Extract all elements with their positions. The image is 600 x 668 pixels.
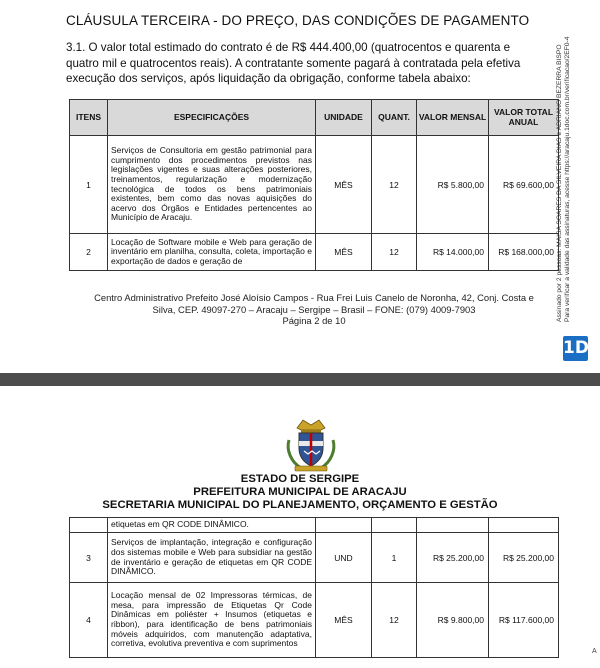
- item-unit: MÊS: [316, 136, 372, 234]
- state-title: ESTADO DE SERGIPE: [240, 473, 360, 485]
- item-specification: Serviços de implantação, integração e configuração dos sistemas mobile e Web para subsidiar na gestão de inventário e geração de etiquetas em QR CODE DINÂMICO.: [108, 533, 316, 583]
- header-valor-total-anual: VALOR TOTAL ANUAL: [489, 100, 559, 136]
- item-annual-value: R$ 25.200,00: [489, 533, 559, 583]
- header-especificacoes: ESPECIFICAÇÕES: [108, 100, 316, 136]
- item-quantity: 12: [372, 234, 417, 271]
- item-quantity: 12: [372, 136, 417, 234]
- header-itens: ITENS: [70, 100, 108, 136]
- header-quant: QUANT.: [372, 100, 417, 136]
- item-quantity: 1: [372, 533, 417, 583]
- coat-of-arms-icon: [283, 416, 339, 472]
- table-row: [70, 533, 559, 583]
- item-monthly-value: R$ 9.800,00: [417, 583, 489, 658]
- signature-notice: Assinado por 2 pessoas: MAISA SOARES DA SILVEIRA DIAS e ADRIANO BEZERRA BISPO: [556, 44, 563, 322]
- item-monthly-value: R$ 25.200,00: [417, 533, 489, 583]
- item-specification: Serviços de Consultoria em gestão patrimonial para cumprimento dos procedimentos previstos nas legislações vigentes e suas alterações posteriores, treinamentos, regularização e modernização tecnológica de todos os bens patrimoniais existentes, bem como das novas aquisições do acervo dos Órgãos e Entidades pertencentes ao Município de Aracaju.: [108, 136, 316, 234]
- item-specification: etiquetas em QR CODE DINÂMICO.: [108, 518, 316, 533]
- page-separator: [0, 373, 600, 386]
- table-row: [70, 518, 559, 533]
- item-number: 4: [70, 583, 108, 658]
- price-table-continued: [69, 517, 559, 658]
- page-footer: [70, 292, 558, 327]
- item-number: 2: [70, 234, 108, 271]
- item-annual-value: R$ 168.000,00: [489, 234, 559, 271]
- header-valor-mensal: VALOR MENSAL: [417, 100, 489, 136]
- footer-address-line-1: Centro Administrativo Prefeito José Aloísio Campos - Rua Frei Luis Canelo de Noronha, 42, Conj. Costa e: [94, 292, 534, 303]
- item-monthly-value: R$ 14.000,00: [417, 234, 489, 271]
- item-specification: Locação mensal de 02 Impressoras térmicas, de mesa, para impressão de Etiquetas Qr Code Dinâmicas em poliéster + Insumos (etiquetas e ribbon), para identificação de bens patrimoniais móveis adquiridos, com manutenção adaptativa, corretiva, evolutiva preventiva e com suprimentos: [108, 583, 316, 658]
- clause-heading: CLÁUSULA TERCEIRA - DO PREÇO, DAS CONDIÇÕES DE PAGAMENTO: [66, 13, 530, 28]
- item-quantity: 12: [372, 583, 417, 658]
- item-monthly-value: R$ 5.800,00: [417, 136, 489, 234]
- table-row: [70, 136, 559, 234]
- 1doc-logo[interactable]: 1D: [563, 336, 588, 361]
- verification-link[interactable]: Para verificar a validade das assinaturas, acesse https://aracaju.1doc.com.br/verificacao/2EF0-4: [564, 36, 572, 322]
- price-table: [69, 99, 559, 271]
- page-number: Página 2 de 10: [282, 315, 346, 326]
- item-unit: UND: [316, 533, 372, 583]
- document-page-2: [0, 386, 600, 668]
- item-specification: Locação de Software mobile e Web para geração de inventário em planilha, consulta, coleta, importação e exportação de dados e geração de: [108, 234, 316, 271]
- footer-address-line-2: Silva, CEP. 49097-270 – Aracaju – Sergipe – Brasil – FONE: (079) 4009-7903: [152, 303, 476, 315]
- item-number: 3: [70, 533, 108, 583]
- edge-fragment: A: [592, 648, 597, 655]
- item-number: 1: [70, 136, 108, 234]
- clause-paragraph: 3.1. O valor total estimado do contrato é de R$ 444.400,00 (quatrocentos e quarenta e quatro mil e quatrocentos reais). A contratante somente pagará à contratada pela efetiva execução dos serviços, após liquidação da obrigação, conforme tabela abaixo:: [66, 41, 521, 85]
- item-unit: MÊS: [316, 234, 372, 271]
- signature-sidebar: [556, 2, 586, 322]
- item-annual-value: R$ 69.600,00: [489, 136, 559, 234]
- header-unidade: UNIDADE: [316, 100, 372, 136]
- secretaria-title: SECRETARIA MUNICIPAL DO PLANEJAMENTO, ORÇAMENTO E GESTÃO: [102, 499, 498, 511]
- table-row: [70, 234, 559, 271]
- prefeitura-title: PREFEITURA MUNICIPAL DE ARACAJU: [193, 486, 407, 498]
- item-annual-value: R$ 117.600,00: [489, 583, 559, 658]
- table-header-row: [70, 100, 559, 136]
- item-unit: MÊS: [316, 583, 372, 658]
- table-row: [70, 583, 559, 658]
